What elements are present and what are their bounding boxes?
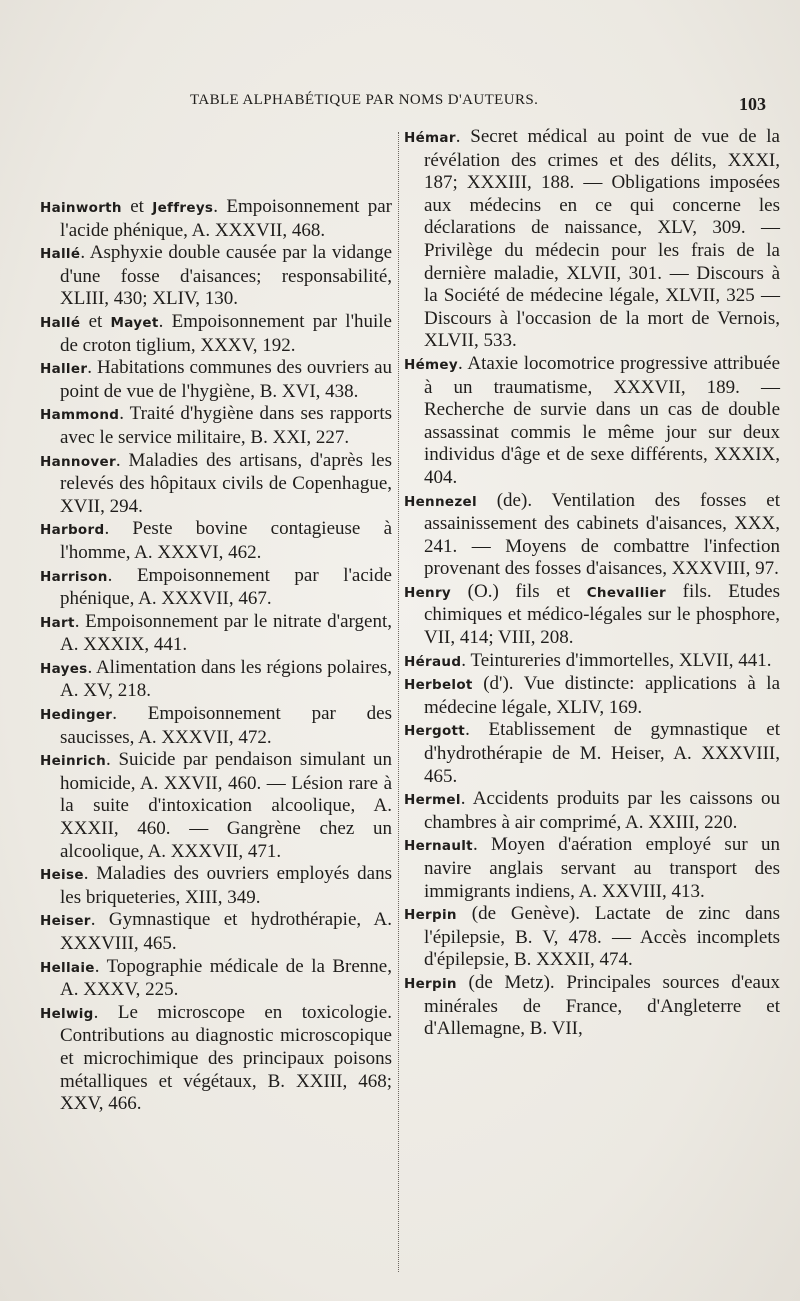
- author-name: Heiser: [40, 913, 91, 930]
- entry-text: . Empoisonnement par le nitrate d'argent, A. XXXIX, 441.: [60, 610, 392, 656]
- entry-text: . Asphyxie double causée par la vidange d'une fosse d'aisances; responsabilité, XLIII, 430; XLIV, 130.: [60, 242, 392, 310]
- index-entry: [40, 657, 392, 703]
- index-entry: [40, 909, 392, 955]
- author-name: Heinrich: [40, 753, 106, 770]
- author-name: Hermel: [404, 792, 461, 809]
- index-entry: [404, 353, 780, 490]
- entry-text: . Empoisonnement par des saucisses, A. XXXVII, 472.: [60, 703, 392, 748]
- entry-text: . Moyen d'aération employé sur un navire anglais servant au transport des immigrants indiens, A. XXVIII, 413.: [424, 834, 780, 902]
- index-entry: [404, 903, 780, 972]
- coauthor-name: Jeffreys: [152, 200, 214, 216]
- author-name: Hannover: [40, 453, 116, 470]
- entry-text: . Traité d'hygiène dans ses rapports avec le service militaire, B. XXI, 227.: [60, 403, 392, 448]
- author-name: Haller: [40, 361, 88, 378]
- index-entry: [40, 311, 392, 357]
- index-entry: [40, 1002, 392, 1116]
- author-name: Hennezel: [404, 493, 477, 510]
- index-entry: [404, 719, 780, 788]
- page-number: 103: [739, 94, 766, 114]
- author-name: Herbelot: [404, 677, 473, 694]
- author-name: Hémar: [404, 130, 456, 146]
- running-title: TABLE ALPHABÉTIQUE PAR NOMS D'AUTEURS.: [190, 92, 539, 108]
- index-entry: [40, 450, 392, 519]
- entry-text: . Teintureries d'immortelles, XLVII, 441.: [461, 649, 772, 671]
- entry-text: . Alimentation dans les régions polaires, A. XV, 218.: [60, 656, 392, 702]
- index-entry: [40, 242, 392, 311]
- running-head: [0, 92, 800, 118]
- entry-text: . Suicide par pendaison simulant un homicide, A. XXVII, 460. — Lésion rare à la suite d'intoxication alcoolique, A. XXXII, 460. — Gangrène chez un alcoolique, A. XXXVII, 471.: [60, 749, 392, 862]
- author-name: Hallé: [40, 246, 81, 263]
- index-entry: [404, 126, 780, 353]
- index-entry: [40, 863, 392, 909]
- entry-connector: (O.) fils et: [451, 580, 587, 602]
- author-name: Hayes: [40, 660, 88, 677]
- coauthor-name: Mayet: [110, 314, 159, 331]
- entry-connector: (de Genève). Lactate de zinc dans l'épilepsie, B. V, 478. — Accès incomplets d'épilepsie, B. XXXII, 474.: [424, 903, 780, 971]
- entry-connector: et: [121, 196, 153, 217]
- index-entry: [404, 581, 780, 650]
- entry-connector: (d'). Vue distincte: applications à la médecine légale, XLIV, 169.: [424, 673, 780, 718]
- author-name: Hart: [40, 614, 75, 631]
- entry-connector: (de). Ventilation des fosses et assainissement des cabinets d'aisances, XXX, 241. — Moyens de combattre l'infection provenant des fosses d'aisances, XXXVIII, 97.: [424, 489, 780, 580]
- entry-text: fils. Etudes chimiques et médico-légales sur le phosphore, VII, 414; VIII, 208.: [424, 580, 780, 649]
- entry-text: . Habitations communes des ouvriers au point de vue de l'hygiène, B. XVI, 438.: [60, 357, 392, 402]
- author-name: Hainworth: [40, 200, 122, 216]
- author-name: Hallé: [40, 314, 81, 331]
- author-name: Harrison: [40, 568, 108, 585]
- index-entry: [40, 403, 392, 449]
- entry-text: . Maladies des ouvriers employés dans les briqueteries, XIII, 349.: [60, 863, 392, 908]
- right-column: [404, 126, 780, 1041]
- entry-connector: et: [80, 310, 111, 332]
- entry-text: . Topographie médicale de la Brenne, A. XXXV, 225.: [60, 955, 392, 1001]
- entry-connector: (de Metz). Principales sources d'eaux minérales de France, d'Angleterre et d'Allemagne, B. VII,: [424, 971, 780, 1040]
- author-name: Herpin: [404, 975, 457, 992]
- author-name: Helwig: [40, 1005, 94, 1022]
- index-entry: [40, 357, 392, 403]
- column-divider: [398, 132, 399, 1272]
- entry-text: . Gymnastique et hydrothérapie, A. XXXVIII, 465.: [60, 909, 392, 954]
- entry-text: . Ataxie locomotrice progressive attribuée à un traumatisme, XXXVII, 189. — Recherche de survie dans un cas de double assassinat commis le même jour sur deux individus d'âge et de sexe différents, XXXIX, 404.: [424, 352, 780, 488]
- author-name: Hedinger: [40, 707, 113, 724]
- entry-text: . Secret médical au point de vue de la révélation des crimes et des délits, XXXI, 187; XXXIII, 188. — Obligations imposées aux médecins en ce qui concerne les déclarations de naissance, XLV, 309. — Privilège du médecin pour les frais de la dernière maladie, XLVII, 301. — Discours à la Société de médecine légale, XLVII, 325 — Discours à l'occasion de la mort de Vernois, XLVII, 533.: [424, 126, 780, 352]
- index-entry: [40, 518, 392, 564]
- index-entry: [40, 565, 392, 611]
- author-name: Hergott: [404, 723, 466, 740]
- index-entry: [404, 972, 780, 1041]
- left-column: [40, 196, 392, 1116]
- index-entry: [404, 673, 780, 719]
- entry-text: . Le microscope en toxicologie. Contributions au diagnostic microscopique et microchimique des principaux poisons métalliques et végétaux, B. XXIII, 468; XXV, 466.: [60, 1001, 392, 1115]
- coauthor-name: Chevallier: [586, 584, 666, 601]
- entry-text: . Etablissement de gymnastique et d'hydrothérapie de M. Heiser, A. XXXVIII, 465.: [424, 719, 780, 787]
- index-entry: [404, 788, 780, 834]
- entry-text: . Maladies des artisans, d'après les relevés des hôpitaux civils de Copenhague, XVII, 294.: [60, 449, 392, 517]
- index-entry: [404, 650, 780, 674]
- entry-text: . Peste bovine contagieuse à l'homme, A. XXXVI, 462.: [60, 518, 392, 563]
- index-entry: [40, 956, 392, 1002]
- entry-text: . Empoisonnement par l'acide phénique, A. XXXVII, 468.: [60, 196, 392, 241]
- author-name: Hémey: [404, 356, 458, 373]
- index-entry: [40, 749, 392, 863]
- author-name: Herpin: [404, 907, 457, 924]
- author-name: Hammond: [40, 407, 120, 424]
- author-name: Henry: [404, 584, 452, 601]
- index-entry: [40, 703, 392, 749]
- author-name: Héraud: [404, 653, 462, 670]
- index-entry: [40, 611, 392, 657]
- entry-text: . Empoisonnement par l'acide phénique, A. XXXVII, 467.: [60, 564, 392, 610]
- author-name: Harbord: [40, 522, 105, 539]
- index-entry: [40, 196, 392, 242]
- author-name: Hellaie: [40, 959, 95, 976]
- index-entry: [404, 490, 780, 581]
- author-name: Hernault: [404, 838, 473, 855]
- author-name: Heise: [40, 867, 84, 884]
- entry-text: . Accidents produits par les caissons ou chambres à air comprimé, A. XXIII, 220.: [424, 788, 780, 833]
- index-entry: [404, 834, 780, 903]
- entry-text: . Empoisonnement par l'huile de croton tiglium, XXXV, 192.: [60, 310, 392, 356]
